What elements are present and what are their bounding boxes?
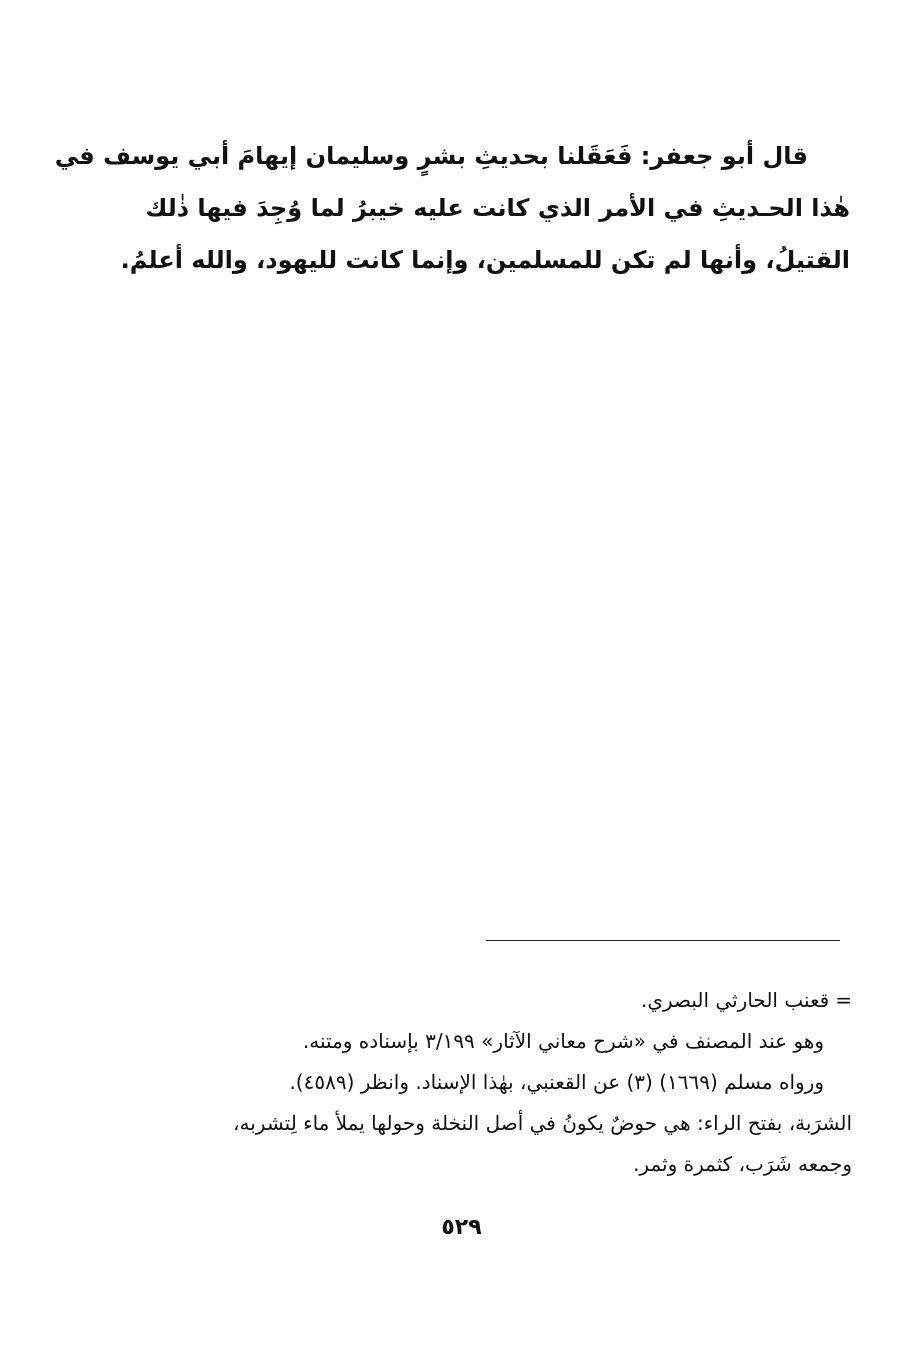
footnotes [138,980,852,1185]
main-text-line: قال أبو جعفر: فَعَقَلنا بحديثِ بشرٍ وسليمان إيهامَ أبي يوسف في [54,142,808,170]
footnote-line: الشرَبة، بفتح الراء: هي حوضٌ يكونُ في أصل النخلة وحولها يملأ ماء لِتشربه، [233,1111,852,1135]
footnote-separator [486,940,840,941]
footnote-line: وجمعه شَرَب، كثمرة وثمر. [633,1152,852,1176]
footnote-continuation-marker: = [835,988,852,1012]
footnote-line: ورواه مسلم (١٦٦٩) (٣) عن القعنبي، بهٰذا الإسناد. وانظر (٤٥٨٩). [289,1070,824,1094]
footnote-text: قعنب الحارثي البصري. [641,988,830,1012]
footnote-line [138,980,852,1021]
main-text-line: القتيلُ، وأنها لم تكن للمسلمين، وإنما كانت لليهود، والله أعلمُ. [120,246,850,274]
main-text-line: هٰذا الحـديثِ في الأمر الذي كانت عليه خيبرُ لما وُجِدَ فيها ذٰلك [145,194,850,222]
footnote-line: وهو عند المصنف في «شرح معاني الآثار» ٣/١٩٩ بإسناده ومتنه. [302,1029,824,1053]
page-number: ٥٢٩ [441,1215,482,1240]
main-text [54,130,850,286]
